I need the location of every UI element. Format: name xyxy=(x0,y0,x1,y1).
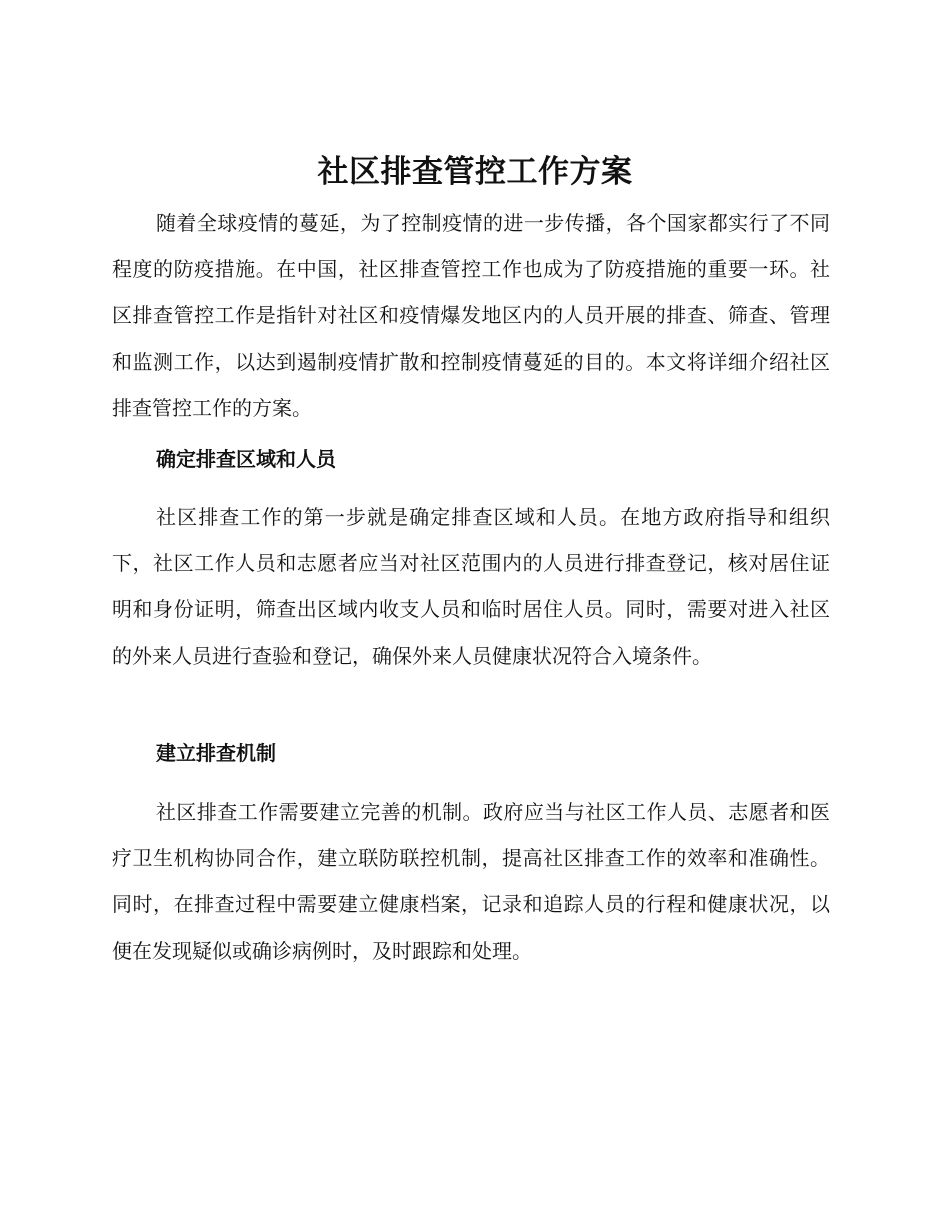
section-heading-determine-area: 确定排查区域和人员 xyxy=(156,447,336,471)
intro-paragraph: 随着全球疫情的蔓延，为了控制疫情的进一步传播，各个国家都实行了不同程度的防疫措施。在中国，社区排查管控工作也成为了防疫措施的重要一环。社区排查管控工作是指针对社区和疫情爆发地区内的人员开展的排查、筛查、管理和监测工作，以达到遏制疫情扩散和控制疫情蔓延的目的。本文将详细介绍社区排查管控工作的方案。 xyxy=(112,211,830,420)
section-paragraph-mechanism: 社区排查工作需要建立完善的机制。政府应当与社区工作人员、志愿者和医疗卫生机构协同合作，建立联防联控机制，提高社区排查工作的效率和准确性。同时，在排查过程中需要建立健康档案，记录和追踪人员的行程和健康状况，以便在发现疑似或确诊病例时，及时跟踪和处理。 xyxy=(112,800,830,963)
section-paragraph-determine-area: 社区排查工作的第一步就是确定排查区域和人员。在地方政府指导和组织下，社区工作人员和志愿者应当对社区范围内的人员进行排查登记，核对居住证明和身份证明，筛查出区域内收支人员和临时居住人员。同时，需要对进入社区的外来人员进行查验和登记，确保外来人员健康状况符合入境条件。 xyxy=(112,505,830,668)
document-title: 社区排查管控工作方案 xyxy=(317,154,633,190)
section-heading-mechanism: 建立排查机制 xyxy=(156,741,276,765)
